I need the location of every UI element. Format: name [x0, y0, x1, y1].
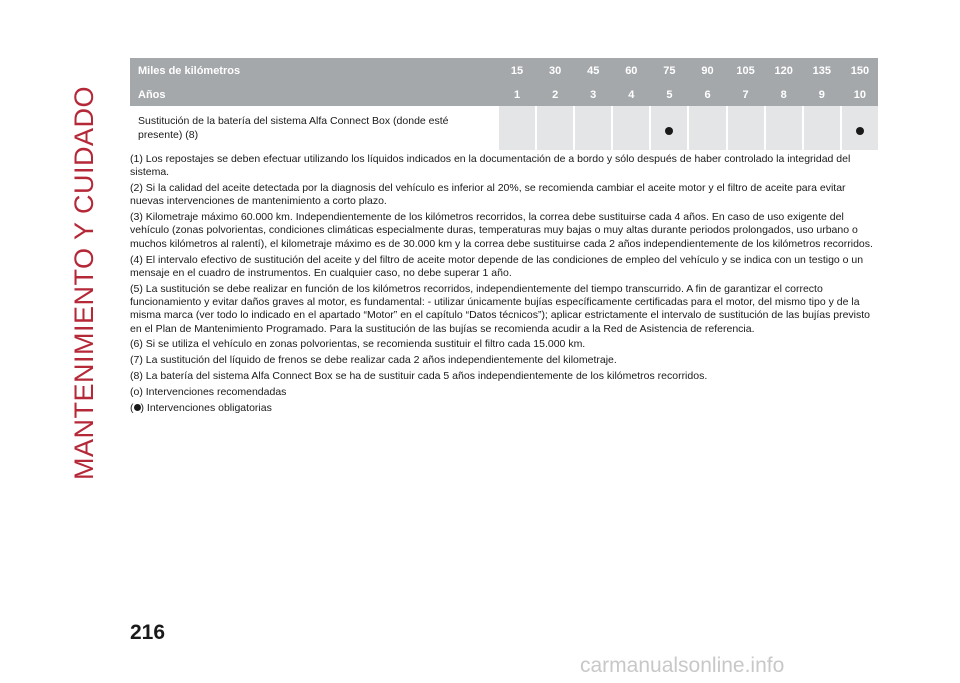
task-cell [804, 106, 840, 150]
year-value: 2 [537, 84, 573, 106]
km-label: Miles de kilómetros [130, 58, 499, 84]
km-value: 15 [499, 58, 535, 84]
mandatory-dot-icon [665, 127, 673, 135]
task-row [130, 106, 878, 150]
task-cell [728, 106, 764, 150]
legend-open-paren: ( [130, 401, 134, 414]
year-value: 7 [728, 84, 764, 106]
year-value: 5 [651, 84, 687, 106]
mandatory-dot-icon [856, 127, 864, 135]
km-value: 45 [575, 58, 611, 84]
km-header-row [130, 58, 878, 84]
mandatory-dot-icon [134, 404, 141, 411]
footnote: (8) La batería del sistema Alfa Connect Box se ha de sustituir cada 5 años independientemente de los kilómetros recorridos. [130, 369, 708, 382]
km-value: 90 [689, 58, 725, 84]
task-cell [499, 106, 535, 150]
km-value: 30 [537, 58, 573, 84]
year-label: Años [130, 84, 499, 106]
legend-mandatory-text: ) Intervenciones obligatorias [140, 401, 272, 414]
chapter-side-title: MANTENIMIENTO Y CUIDADO [69, 85, 99, 480]
year-value: 10 [842, 84, 878, 106]
footnote: (6) Si se utiliza el vehículo en zonas polvorientas, se recomienda sustituir el filtro cada 15.000 km. [130, 338, 586, 351]
footnote: (7) La sustitución del líquido de frenos se debe realizar cada 2 años independientemente del kilometraje. [130, 354, 617, 367]
year-header-row [130, 84, 878, 106]
watermark: carmanualsonline.info [580, 654, 785, 677]
footnote: (4) El intervalo efectivo de sustitución del aceite y del filtro de aceite motor depende de las condiciones de empleo del vehículo y se indica con un testigo o un mensaje en el cuadro de instrumentos. En cualquier caso, no debe superar 1 año. [130, 253, 864, 279]
page-number: 216 [130, 621, 166, 644]
task-cell [766, 106, 802, 150]
km-value: 135 [804, 58, 840, 84]
km-value: 120 [766, 58, 802, 84]
year-value: 9 [804, 84, 840, 106]
km-value: 105 [728, 58, 764, 84]
km-value: 60 [613, 58, 649, 84]
footnotes [130, 153, 882, 417]
year-value: 1 [499, 84, 535, 106]
legend-mandatory [130, 402, 882, 415]
footnote: (3) Kilometraje máximo 60.000 km. Independientemente de los kilómetros recorridos, la correa debe sustituirse cada 4 años. En caso de uso exigente del vehículo (zonas polvorientas, condiciones climáticas especialmente duras, temperaturas muy bajas o muy altas durante periodos prolongados, uso urbano o muchos kilómetros al ralentí), el kilometraje máximo es de 30.000 km y la correa debe sustituirse cada 2 años independientemente de los kilómetros recorridos. [130, 211, 873, 250]
legend-recommended: (o) Intervenciones recomendadas [130, 385, 287, 398]
km-value: 75 [651, 58, 687, 84]
task-cell [842, 106, 878, 150]
task-label: Sustitución de la batería del sistema Alfa Connect Box (donde esté presente) (8) [130, 106, 499, 150]
footnote: (2) Si la calidad del aceite detectada por la diagnosis del vehículo es inferior al 20%, se recomienda cambiar el aceite motor y el filtro de aceite para evitar nuevas intervenciones de mantenimiento a corto plazo. [130, 182, 846, 208]
footnote: (5) La sustitución se debe realizar en función de los kilómetros recorridos, independientemente del tiempo transcurrido. A fin de garantizar el correcto funcionamiento y evitar daños graves al motor, es fundamental: - utilizar únicamente bujías específicamente certificadas para el motor, del mismo tipo y de la misma marca (ver todo lo indicado en el apartado “Motor” en el capítulo “Datos técnicos”); aplicar estrictamente el intervalo de sustitución de las bujías previsto en el Plan de Mantenimiento Programado. Para la sustitución de las bujías se recomienda acudir a la Red de Asistencia de referencia. [130, 282, 871, 335]
maintenance-schedule-table [130, 58, 878, 150]
task-cell [613, 106, 649, 150]
task-cell [689, 106, 725, 150]
year-value: 3 [575, 84, 611, 106]
year-value: 4 [613, 84, 649, 106]
year-value: 8 [766, 84, 802, 106]
task-cell [537, 106, 573, 150]
km-value: 150 [842, 58, 878, 84]
task-cell [651, 106, 687, 150]
footnote: (1) Los repostajes se deben efectuar utilizando los líquidos indicados en la documentación de a bordo y sólo después de haber controlado la integridad del sistema. [130, 153, 851, 179]
task-cell [575, 106, 611, 150]
year-value: 6 [689, 84, 725, 106]
